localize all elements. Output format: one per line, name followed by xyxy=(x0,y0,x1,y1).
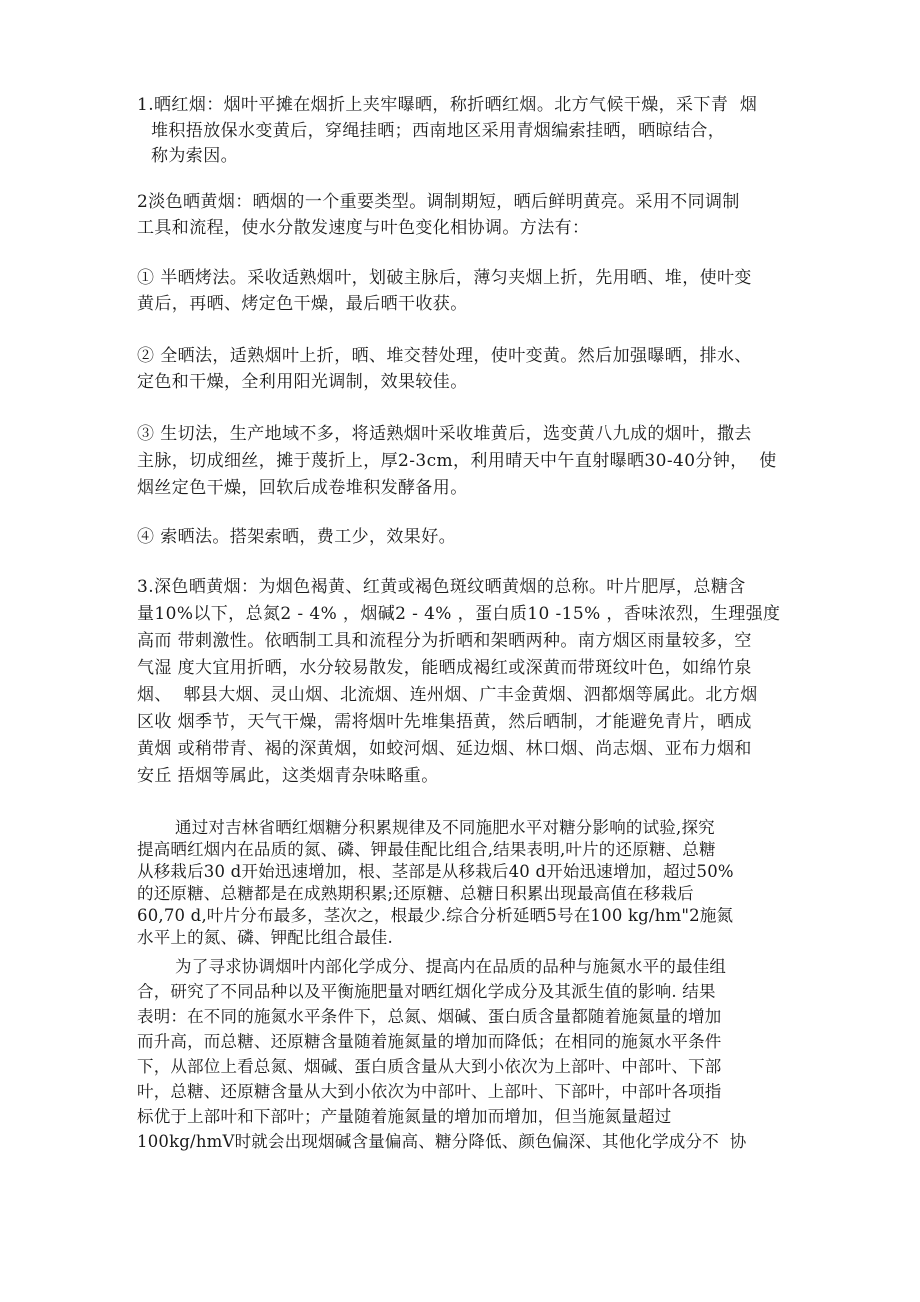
method3-line: 主脉，切成细丝，摊于蔑折上，厚2-3cm，利用晴天中午直射曝晒30-40分钟， 使 xyxy=(137,451,777,471)
section3-line: 气湿 度大宜用折晒，水分较易散发，能晒成褐红或深黄而带斑纹叶色，如绵竹泉 xyxy=(137,658,752,678)
section2-line: 2淡色晒黄烟：晒烟的一个重要类型。调制期短，晒后鲜明黄亮。采用不同调制 xyxy=(137,192,740,212)
section1-line: 1.晒红烟：烟叶平摊在烟折上夹牢曝晒，称折晒红烟。北方气候干燥，采下青 烟 xyxy=(137,95,758,115)
paragraph5-line: 表明：在不同的施氮水平条件下，总氮、烟碱、蛋白质含量都随着施氮量的增加 xyxy=(137,1007,722,1026)
method2-line: ② 全晒法，适熟烟叶上折，晒、堆交替处理，使叶变黄。然后加强曝晒，排水、 xyxy=(137,346,752,366)
section1-line: 称为索因。 xyxy=(151,146,238,166)
paragraph4-line: 通过对吉林省晒红烟糖分积累规律及不同施肥水平对糖分影响的试验,探究 xyxy=(175,818,715,837)
paragraph5-line: 叶，总糖、还原糖含量从大到小依次为中部叶、上部叶、下部叶，中部叶各项指 xyxy=(137,1082,722,1101)
paragraph5-line: 合，研究了不同品种以及平衡施肥量对晒红烟化学成分及其派生值的影响. 结果 xyxy=(137,982,716,1001)
paragraph4-line: 的还原糖、总糖都是在成熟期积累;还原糖、总糖日积累出现最高值在移栽后 xyxy=(137,884,694,903)
paragraph4-line: 水平上的氮、磷、钾配比组合最佳. xyxy=(137,928,393,947)
section3-line: 烟、 郫县大烟、灵山烟、北流烟、连州烟、广丰金黄烟、泗都烟等属此。北方烟 xyxy=(137,685,758,705)
paragraph5-line: 而升高，而总糖、还原糖含量随着施氮量的增加而降低；在相同的施氮水平条件 xyxy=(137,1032,722,1051)
method1-line: 黄后，再晒、烤定色干燥，最后晒干收获。 xyxy=(137,294,468,314)
paragraph4-line: 提高晒红烟内在品质的氮、磷、钾最佳配比组合,结果表明,叶片的还原糖、总糖 xyxy=(137,840,716,859)
method3-line: 烟丝定色干燥，回软后成卷堆积发酵备用。 xyxy=(137,478,468,498)
method4-line: ④ 索晒法。搭架索晒，费工少，效果好。 xyxy=(137,527,457,547)
paragraph5-line: 100kg/hmV时就会出现烟碱含量偏高、糖分降低、颜色偏深、其他化学成分不 协 xyxy=(137,1132,747,1151)
section2-line: 工具和流程，使水分散发速度与叶色变化相协调。方法有： xyxy=(137,218,590,238)
paragraph5-line: 为了寻求协调烟叶内部化学成分、提高内在品质的品种与施氮水平的最佳组 xyxy=(175,957,727,976)
paragraph4-line: 从移栽后30 d开始迅速增加，根、茎部是从移栽后40 d开始迅速增加，超过50% xyxy=(137,862,734,881)
section1-line: 堆积捂放保水变黄后，穿绳挂晒；西南地区采用青烟编索挂晒，晒晾结合， xyxy=(151,121,726,141)
paragraph5-line: 标优于上部叶和下部叶；产量随着施氮量的增加而增加，但当施氮量超过 xyxy=(137,1107,672,1126)
section3-line: 量10%以下，总氮2 - 4% ，烟碱2 - 4% ，蛋白质10 -15% ，香味浓烈，生理强度 xyxy=(137,604,781,624)
method1-line: ① 半晒烤法。采收适熟烟叶，划破主脉后，薄匀夹烟上折，先用晒、堆，使叶变 xyxy=(137,268,752,288)
paragraph4-line: 60,70 d,叶片分布最多，茎次之，根最少.综合分析延晒5号在100 kg/hm"2施氮 xyxy=(137,906,734,925)
method2-line: 定色和干燥，全利用阳光调制，效果较佳。 xyxy=(137,372,468,392)
section3-line: 安丘 捂烟等属此，这类烟青杂味略重。 xyxy=(137,766,439,786)
paragraph5-line: 下，从部位上看总氮、烟碱、蛋白质含量从大到小依次为上部叶、中部叶、下部 xyxy=(137,1057,722,1076)
section3-line: 3.深色晒黄烟：为烟色褐黄、红黄或褐色斑纹晒黄烟的总称。叶片肥厚，总糖含 xyxy=(137,577,746,597)
section3-line: 区收 烟季节，天气干燥，需将烟叶先堆集捂黄，然后晒制，才能避免青片，晒成 xyxy=(137,712,752,732)
section3-line: 黄烟 或稍带青、褐的深黄烟，如蛟河烟、延边烟、林口烟、尚志烟、亚布力烟和 xyxy=(137,739,752,759)
section3-line: 高而 带刺激性。依晒制工具和流程分为折晒和架晒两种。南方烟区雨量较多，空 xyxy=(137,631,752,651)
method3-line: ③ 生切法，生产地域不多，将适熟烟叶采收堆黄后，选变黄八九成的烟叶，撒去 xyxy=(137,424,752,444)
